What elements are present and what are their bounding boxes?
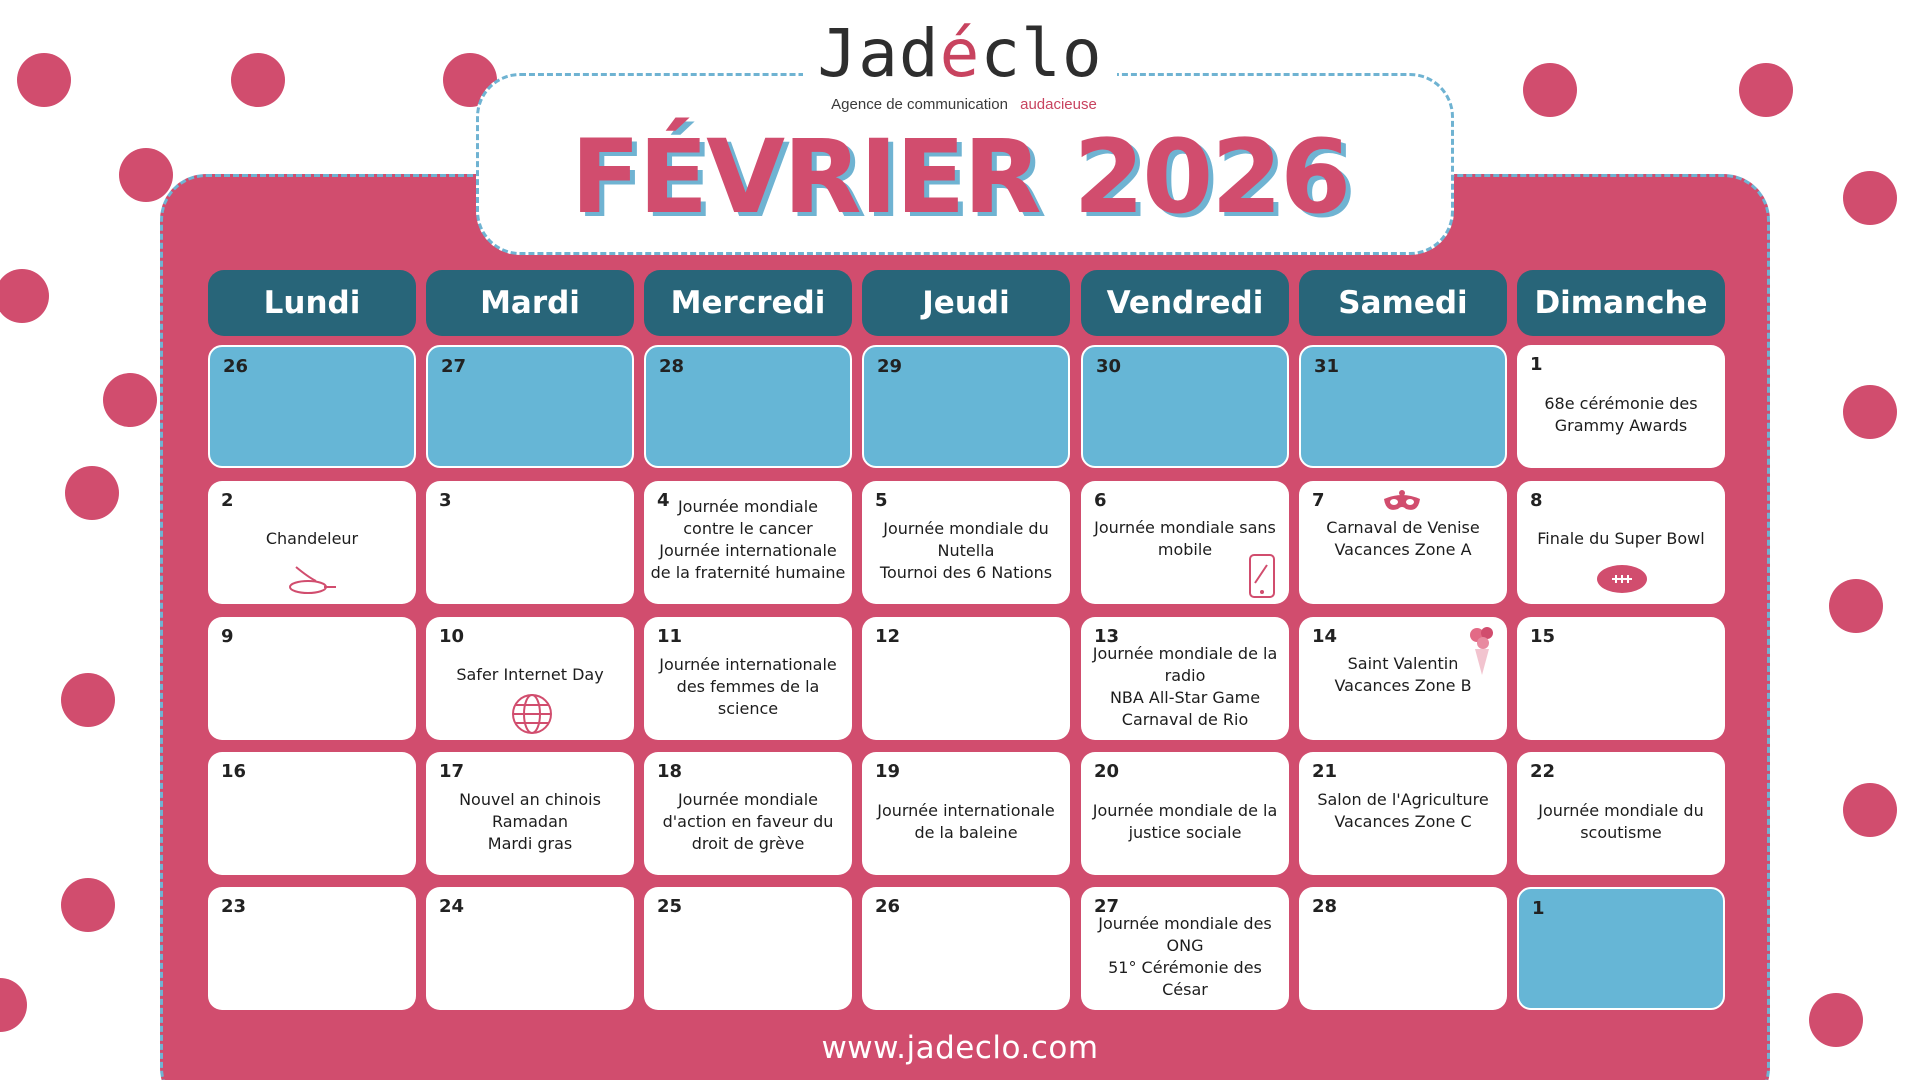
event-list	[1523, 800, 1719, 844]
calendar-day-cell[interactable]	[644, 887, 852, 1010]
event-label: Vacances Zone C	[1334, 812, 1472, 831]
day-number: 27	[1094, 896, 1120, 917]
day-number: 24	[439, 896, 465, 917]
day-header-dimanche: Dimanche	[1517, 270, 1725, 336]
day-number: 4	[657, 490, 670, 511]
calendar-day-cell[interactable]	[1517, 345, 1725, 468]
day-header-jeudi: Jeudi	[862, 270, 1070, 336]
day-number: 26	[875, 896, 901, 917]
logo-wordmark	[803, 6, 1116, 102]
event-label: Vacances Zone B	[1334, 676, 1472, 695]
calendar-day-cell[interactable]	[426, 345, 634, 468]
event-list	[1523, 528, 1719, 550]
day-number: 30	[1096, 356, 1122, 377]
event-label: Journée mondiale de la radio	[1092, 644, 1278, 685]
day-number: 1	[1532, 898, 1545, 919]
calendar-day-cell[interactable]	[426, 481, 634, 604]
day-number: 6	[1094, 490, 1107, 511]
event-label: Safer Internet Day	[456, 665, 604, 684]
calendar-day-cell[interactable]	[1299, 752, 1507, 875]
calendar-day-cell[interactable]	[644, 345, 852, 468]
calendar-day-cell[interactable]	[862, 345, 1070, 468]
football-icon	[1595, 563, 1649, 599]
day-number: 26	[223, 356, 249, 377]
calendar-day-cell[interactable]	[1299, 345, 1507, 468]
calendar-day-cell[interactable]	[426, 617, 634, 740]
calendar-day-cell[interactable]	[426, 887, 634, 1010]
day-number: 27	[441, 356, 467, 377]
day-header-lundi: Lundi	[208, 270, 416, 336]
day-header-mercredi: Mercredi	[644, 270, 852, 336]
event-label: Carnaval de Rio	[1121, 710, 1249, 729]
calendar-day-cell[interactable]	[426, 752, 634, 875]
event-list	[650, 654, 846, 720]
event-label: Journée mondiale du scoutisme	[1538, 801, 1704, 842]
event-label: Journée mondiale du Nutella	[883, 519, 1049, 560]
crepe-pan-icon	[286, 559, 338, 603]
polka-dot	[61, 673, 115, 727]
event-label: Journée internationale de la fraternité humaine	[650, 541, 846, 582]
day-number: 5	[875, 490, 888, 511]
calendar-day-cell[interactable]	[208, 481, 416, 604]
logo-text-prefix: Jad	[817, 15, 940, 92]
day-number: 12	[875, 626, 901, 647]
day-number: 16	[221, 761, 247, 782]
event-label: Journée mondiale contre le cancer	[677, 497, 819, 538]
calendar-day-cell[interactable]	[208, 617, 416, 740]
day-number: 10	[439, 626, 465, 647]
logo-tagline	[0, 94, 1920, 113]
day-number: 25	[657, 896, 683, 917]
logo-text-accent: é	[939, 15, 981, 92]
calendar-day-cell[interactable]	[1081, 752, 1289, 875]
calendar-day-cell[interactable]	[1299, 617, 1507, 740]
day-number: 22	[1530, 761, 1556, 782]
event-label: 51° Cérémonie des César	[1108, 958, 1262, 999]
polka-dot	[1843, 385, 1897, 439]
event-label: Saint Valentin	[1347, 654, 1459, 673]
day-number: 9	[221, 626, 234, 647]
day-header-samedi: Samedi	[1299, 270, 1507, 336]
event-list	[868, 800, 1064, 844]
event-label: Journée mondiale d'action en faveur du droit de grève	[662, 790, 834, 853]
event-label: Journée mondiale sans mobile	[1094, 518, 1276, 559]
event-label: Mardi gras	[487, 834, 573, 853]
calendar-day-cell[interactable]	[644, 481, 852, 604]
day-number: 2	[221, 490, 234, 511]
day-number: 17	[439, 761, 465, 782]
event-list	[650, 789, 846, 855]
event-label: Finale du Super Bowl	[1537, 529, 1705, 548]
logo-text-suffix: clo	[980, 15, 1103, 92]
day-number: 13	[1094, 626, 1120, 647]
calendar-day-cell[interactable]	[644, 752, 852, 875]
event-list	[650, 496, 846, 584]
calendar-day-cell[interactable]	[1081, 345, 1289, 468]
calendar-day-cell[interactable]	[862, 887, 1070, 1010]
event-label: Carnaval de Venise	[1326, 518, 1480, 537]
day-number: 29	[877, 356, 903, 377]
event-label: Journée internationale des femmes de la science	[659, 655, 837, 718]
day-number: 31	[1314, 356, 1340, 377]
calendar-day-cell[interactable]	[208, 887, 416, 1010]
event-list	[214, 528, 410, 550]
event-list	[1305, 517, 1501, 561]
calendar-day-cell[interactable]	[1517, 752, 1725, 875]
day-number: 28	[659, 356, 685, 377]
polka-dot	[0, 269, 49, 323]
day-number: 8	[1530, 490, 1543, 511]
polka-dot	[1843, 783, 1897, 837]
event-label: Vacances Zone A	[1334, 540, 1472, 559]
event-list	[432, 789, 628, 855]
calendar-day-cell[interactable]	[1517, 481, 1725, 604]
calendar-day-cell[interactable]	[1299, 887, 1507, 1010]
calendar-day-cell[interactable]	[208, 345, 416, 468]
calendar-day-cell[interactable]	[1299, 481, 1507, 604]
calendar-day-cell[interactable]	[1081, 617, 1289, 740]
calendar-day-cell[interactable]	[862, 481, 1070, 604]
event-label: Chandeleur	[265, 529, 359, 548]
event-list	[1523, 393, 1719, 437]
event-label: NBA All-Star Game	[1109, 688, 1261, 707]
website-link[interactable]: www.jadeclo.com	[821, 1030, 1099, 1066]
polka-dot	[61, 878, 115, 932]
polka-dot	[65, 466, 119, 520]
calendar-day-cell[interactable]	[862, 752, 1070, 875]
event-label: Journée internationale de la baleine	[877, 801, 1055, 842]
day-number: 18	[657, 761, 683, 782]
event-list	[1087, 800, 1283, 844]
day-number: 11	[657, 626, 683, 647]
globe-icon	[510, 692, 554, 740]
day-number: 14	[1312, 626, 1338, 647]
day-number: 21	[1312, 761, 1338, 782]
day-number: 1	[1530, 354, 1543, 375]
event-label: Nouvel an chinois	[459, 790, 601, 809]
calendar-day-cell[interactable]	[1081, 481, 1289, 604]
event-list	[868, 518, 1064, 584]
calendar-day-cell[interactable]	[1081, 887, 1289, 1010]
tagline-text: Agence de communication	[823, 96, 1016, 113]
event-list	[432, 664, 628, 686]
day-header-mardi: Mardi	[426, 270, 634, 336]
page-title: FÉVRIER 2026	[570, 118, 1350, 237]
event-label: Ramadan	[491, 812, 569, 831]
tagline-accent: audacieuse	[1020, 96, 1097, 113]
event-label: Salon de l'Agriculture	[1317, 790, 1489, 809]
event-label: Journée mondiale des ONG	[1098, 914, 1272, 955]
mobile-phone-icon	[1247, 553, 1277, 603]
event-list	[1087, 643, 1283, 731]
day-number: 28	[1312, 896, 1338, 917]
event-list	[1305, 789, 1501, 833]
polka-dot	[1829, 579, 1883, 633]
polka-dot	[103, 373, 157, 427]
logo	[0, 6, 1920, 102]
day-number: 3	[439, 490, 452, 511]
calendar-day-cell[interactable]	[862, 617, 1070, 740]
calendar-day-cell[interactable]	[1517, 887, 1725, 1010]
day-number: 7	[1312, 490, 1325, 511]
day-header-vendredi: Vendredi	[1081, 270, 1289, 336]
event-label: Journée mondiale de la justice sociale	[1092, 801, 1278, 842]
calendar-day-cell[interactable]	[1517, 617, 1725, 740]
polka-dot	[0, 978, 27, 1032]
day-number: 15	[1530, 626, 1556, 647]
calendar-day-cell[interactable]	[644, 617, 852, 740]
event-list	[1087, 913, 1283, 1001]
event-label: 68e cérémonie des Grammy Awards	[1544, 394, 1698, 435]
day-number: 23	[221, 896, 247, 917]
day-number: 19	[875, 761, 901, 782]
carnival-mask-icon	[1381, 489, 1423, 521]
calendar-day-cell[interactable]	[208, 752, 416, 875]
rose-bouquet-icon	[1465, 625, 1499, 681]
event-label: Tournoi des 6 Nations	[879, 563, 1053, 582]
day-number: 20	[1094, 761, 1120, 782]
